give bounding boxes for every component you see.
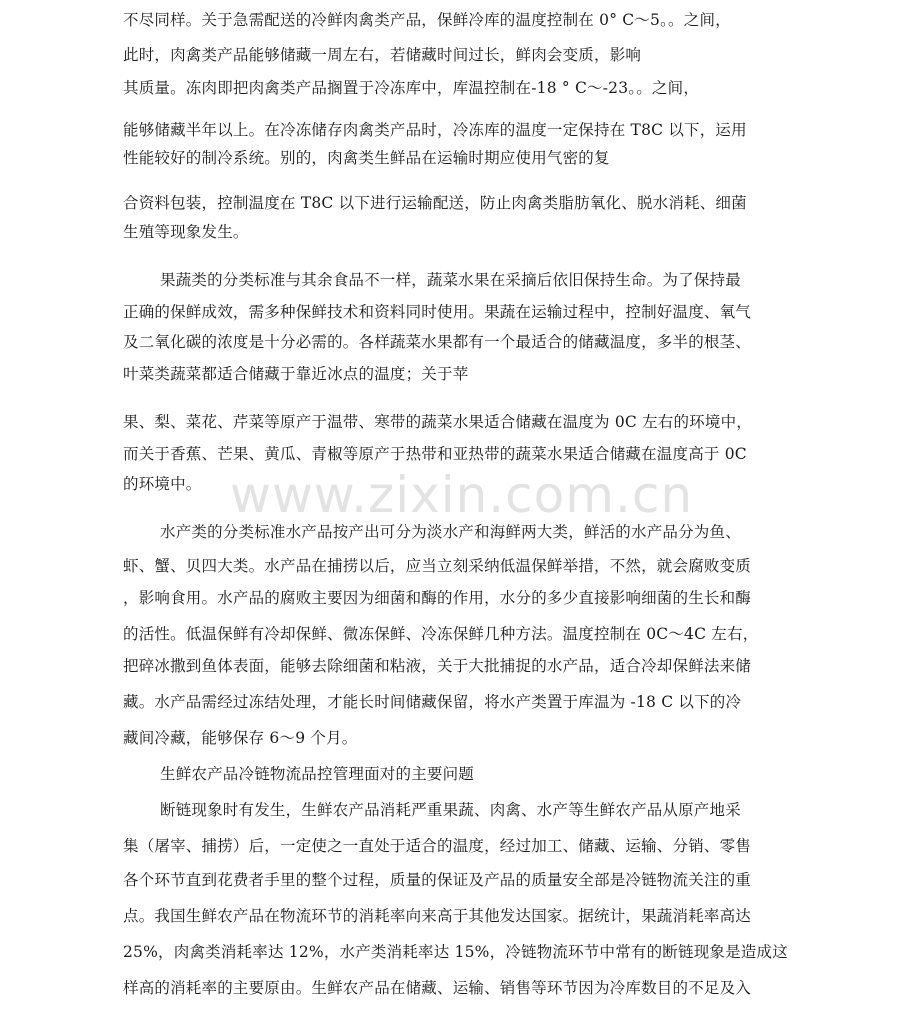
text-line: 各个环节直到花费者手里的整个过程，质量的保证及产品的质量安全部是冷链物流关注的重 <box>123 871 752 889</box>
text-line: 藏。水产品需经过冻结处理，才能长时间储藏保留，将水产类置于库温为 -18 C 以下的冷 <box>123 693 742 711</box>
watermark: www.zixin.com.cn <box>230 466 694 524</box>
text-line: 样高的消耗率的主要原由。生鲜农产品在储藏、运输、销售等环节因为冷库数目的不足及入 <box>123 979 752 997</box>
text-line: ，影响食用。水产品的腐败主要因为细菌和酶的作用，水分的多少直接影响细菌的生长和酶 <box>123 589 752 607</box>
text-line: 不尽同样。关于急需配送的冷鲜肉禽类产品，保鲜冷库的温度控制在 0° C～5。。之间， <box>123 11 731 29</box>
text-line: 25%，肉禽类消耗率达 12%，水产类消耗率达 15%，冷链物流环节中常有的断链现象是造成这 <box>123 943 788 961</box>
paragraph-start-line: 断链现象时有发生，生鲜农产品消耗严重果蔬、肉禽、水产等生鲜农产品从原产地采 <box>160 801 741 819</box>
text-line: 点。我国生鲜农产品在物流环节的消耗率向来高于其他发达国家。据统计，果蔬消耗率高达 <box>123 907 752 925</box>
paragraph-start-line: 水产类的分类标准水产品按产出可分为淡水产和海鲜两大类，鲜活的水产品分为鱼、 <box>160 523 741 541</box>
text-line: 及二氧化碳的浓度是十分必需的。各样蔬菜水果都有一个最适合的储藏温度，多半的根茎、 <box>123 333 752 351</box>
text-line: 能够储藏半年以上。在冷冻储存肉禽类产品时，冷冻库的温度一定保持在 T8C 以下，运用 <box>123 121 747 139</box>
text-line: 性能较好的制冷系统。别的，肉禽类生鲜品在运输时期应使用气密的复 <box>123 149 610 167</box>
text-line: 的活性。低温保鲜有冷却保鲜、微冻保鲜、冷冻保鲜几种方法。温度控制在 0C～4C 左右， <box>123 625 759 643</box>
text-line: 其质量。冻肉即把肉禽类产品搁置于冷冻库中，库温控制在-18 ° C～-23。。之间， <box>123 79 700 97</box>
section-heading: 生鲜农产品冷链物流品控管理面对的主要问题 <box>160 765 475 783</box>
text-line: 藏间冷藏，能够保存 6～9 个月。 <box>123 729 358 747</box>
text-line: 此时，肉禽类产品能够储藏一周左右，若储藏时间过长，鲜肉会变质，影响 <box>123 46 642 64</box>
text-line: 合资料包装，控制温度在 T8C 以下进行运输配送，防止肉禽类脂肪氧化、脱水消耗、细菌 <box>123 194 747 212</box>
text-line: 集（屠宰、捕捞）后，一定使之一直处于适合的温度，经过加工、储藏、运输、分销、零售 <box>123 837 752 855</box>
text-line: 而关于香蕉、芒果、黄瓜、青椒等原产于热带和亚热带的蔬菜水果适合储藏在温度高于 0C <box>123 445 747 463</box>
paragraph-start-line: 果蔬类的分类标准与其余食品不一样，蔬菜水果在采摘后依旧保持生命。为了保持最 <box>160 271 741 289</box>
text-line: 正确的保鲜成效，需多种保鲜技术和资料同时使用。果蔬在运输过程中，控制好温度、氧气 <box>123 303 752 321</box>
text-line: 叶菜类蔬菜都适合储藏于靠近冰点的温度；关于苹 <box>123 365 469 383</box>
text-line: 果、梨、菜花、芹菜等原产于温带、寒带的蔬菜水果适合储藏在温度为 0C 左右的环境中， <box>123 413 752 431</box>
text-line: 生殖等现象发生。 <box>123 223 249 241</box>
text-line: 把碎冰撒到鱼体表面，能够去除细菌和粘液，关于大批捕捉的水产品，适合冷却保鲜法来储 <box>123 657 752 675</box>
text-line: 的环境中。 <box>123 475 202 493</box>
text-line: 虾、蟹、贝四大类。水产品在捕捞以后，应当立刻采纳低温保鲜举措，不然，就会腐败变质 <box>123 557 752 575</box>
